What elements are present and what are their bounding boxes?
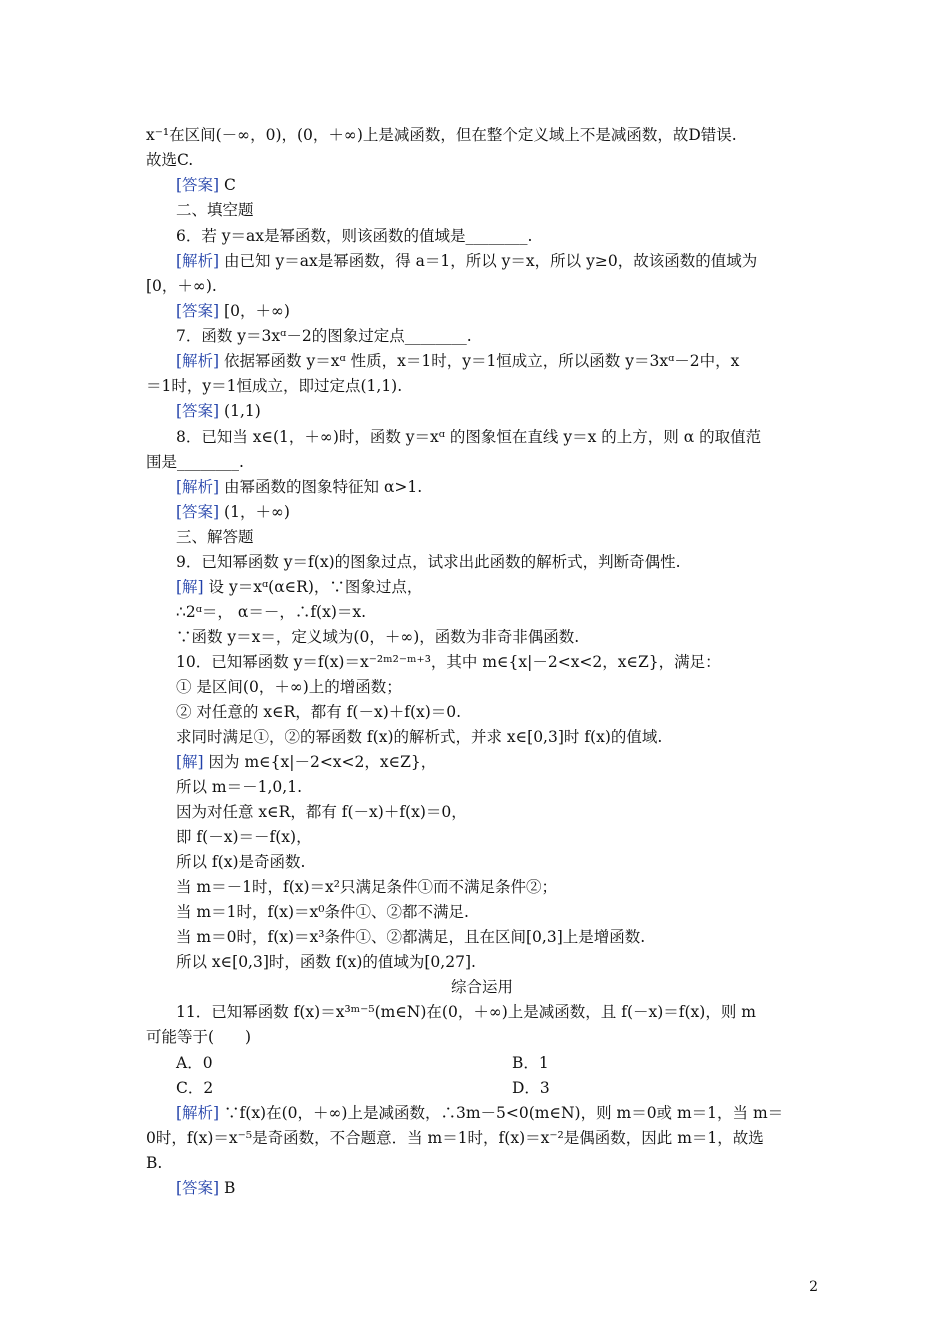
condition-1: ① 是区间(0，＋∞)上的增函数； bbox=[176, 678, 402, 696]
answer-tag: [答案] bbox=[176, 1179, 220, 1197]
section-solve: 三、解答题 bbox=[176, 528, 254, 546]
line-1: x⁻¹在区间(－∞，0)，(0，＋∞)上是减函数，但在整个定义域上不是减函数，故D错误. bbox=[146, 126, 737, 144]
analysis-tag: [解析] bbox=[176, 352, 220, 370]
line-34: 所以 x∈[0,3]时，函数 f(x)的值域为[0,27]. bbox=[176, 953, 476, 971]
analysis-tag: [解析] bbox=[176, 252, 220, 270]
line-31: 当 m＝－1时，f(x)＝x²只满足条件①而不满足条件②； bbox=[176, 878, 558, 896]
question-8: 8．已知当 x∈(1，＋∞)时，函数 y＝xᵅ 的图象恒在直线 y＝x 的上方，则 α 的取值范 bbox=[176, 428, 762, 446]
analysis-tag: [解析] bbox=[176, 1104, 220, 1122]
line-28: 因为对任意 x∈R，都有 f(－x)＋f(x)＝0， bbox=[176, 803, 467, 821]
line-43: 0时，f(x)＝x⁻⁵是奇函数，不合题意．当 m＝1时，f(x)＝x⁻²是偶函数，因此 m＝1，故选 bbox=[146, 1129, 764, 1147]
answer-5: [答案] C bbox=[176, 176, 236, 194]
line-30: 所以 f(x)是奇函数. bbox=[176, 853, 306, 871]
line-27: 所以 m＝－1,0,1. bbox=[176, 778, 302, 796]
question-11: 11．已知幂函数 f(x)＝x³ᵐ⁻⁵(m∈N)在(0，＋∞)上是减函数，且 f(－x)＝f(x)，则 m bbox=[176, 1003, 756, 1021]
solution-tag: [解] bbox=[176, 578, 204, 596]
solution-9: [解] 设 y＝xᵅ(α∈R)，∵图象过点， bbox=[176, 578, 423, 596]
line-44: B. bbox=[146, 1154, 163, 1172]
answer-tag: [答案] bbox=[176, 402, 220, 420]
line-21: ∵函数 y＝x＝，定义域为(0，＋∞)，函数为非奇非偶函数. bbox=[176, 628, 580, 646]
section-comprehensive: 综合运用 bbox=[450, 978, 513, 996]
question-6: 6．若 y＝ax是幂函数，则该函数的值域是________. bbox=[176, 227, 533, 245]
line-20: ∴2ᵅ＝， α＝－，∴f(x)＝x. bbox=[176, 603, 367, 621]
answer-tag: [答案] bbox=[176, 176, 220, 194]
answer-tag: [答案] bbox=[176, 302, 220, 320]
condition-2: ② 对任意的 x∈R，都有 f(－x)＋f(x)＝0. bbox=[176, 703, 462, 721]
answer-tag: [答案] bbox=[176, 503, 220, 521]
option-c: C．2 bbox=[176, 1079, 214, 1097]
question-10: 10．已知幂函数 y＝f(x)＝x⁻²ᵐ²⁻ᵐ⁺³，其中 m∈{x|－2<x<2，x∈Z}，满足： bbox=[176, 653, 721, 671]
section-fill-in: 二、填空题 bbox=[176, 201, 254, 219]
line-25: 求同时满足①，②的幂函数 f(x)的解析式，并求 x∈[0,3]时 f(x)的值域. bbox=[176, 728, 663, 746]
line-33: 当 m＝0时，f(x)＝x³条件①、②都满足，且在区间[0,3]上是增函数. bbox=[176, 928, 646, 946]
option-b: B．1 bbox=[512, 1054, 549, 1072]
line-7: [0，＋∞). bbox=[146, 277, 217, 295]
option-a: A．0 bbox=[176, 1054, 213, 1072]
analysis-6: [解析] 由已知 y＝ax是幂函数，得 a＝1，所以 y＝x，所以 y≥0，故该函数的值域为 bbox=[176, 252, 758, 270]
line-29: 即 f(－x)＝－f(x)， bbox=[176, 828, 312, 846]
line-37: 可能等于( ) bbox=[146, 1028, 252, 1046]
question-9: 9．已知幂函数 y＝f(x)的图象过点，试求出此函数的解析式，判断奇偶性. bbox=[176, 553, 681, 571]
answer-7: [答案] (1,1) bbox=[176, 402, 261, 420]
analysis-8: [解析] 由幂函数的图象特征知 α>1. bbox=[176, 478, 423, 496]
line-14: 围是________. bbox=[146, 453, 244, 471]
solution-10: [解] 因为 m∈{x|－2<x<2，x∈Z}， bbox=[176, 753, 437, 771]
line-32: 当 m＝1时，f(x)＝x⁰条件①、②都不满足. bbox=[176, 903, 469, 921]
line-11: ＝1时，y＝1恒成立，即过定点(1,1). bbox=[146, 377, 403, 395]
analysis-7: [解析] 依据幂函数 y＝xᵅ 性质，x＝1时，y＝1恒成立，所以函数 y＝3xᵅ－2中，x bbox=[176, 352, 740, 370]
page-number: 2 bbox=[809, 1279, 818, 1295]
solution-tag: [解] bbox=[176, 753, 204, 771]
answer-6: [答案] [0，＋∞) bbox=[176, 302, 290, 320]
question-7: 7．函数 y＝3xᵅ－2的图象过定点________. bbox=[176, 327, 472, 345]
option-d: D．3 bbox=[512, 1079, 550, 1097]
line-2: 故选C. bbox=[146, 151, 194, 169]
analysis-11: [解析] ∵f(x)在(0，＋∞)上是减函数，∴3m－5<0(m∈N)，则 m＝0或 m＝1，当 m＝ bbox=[176, 1104, 784, 1122]
answer-8: [答案] (1，＋∞) bbox=[176, 503, 290, 521]
analysis-tag: [解析] bbox=[176, 478, 220, 496]
answer-11: [答案] B bbox=[176, 1179, 236, 1197]
